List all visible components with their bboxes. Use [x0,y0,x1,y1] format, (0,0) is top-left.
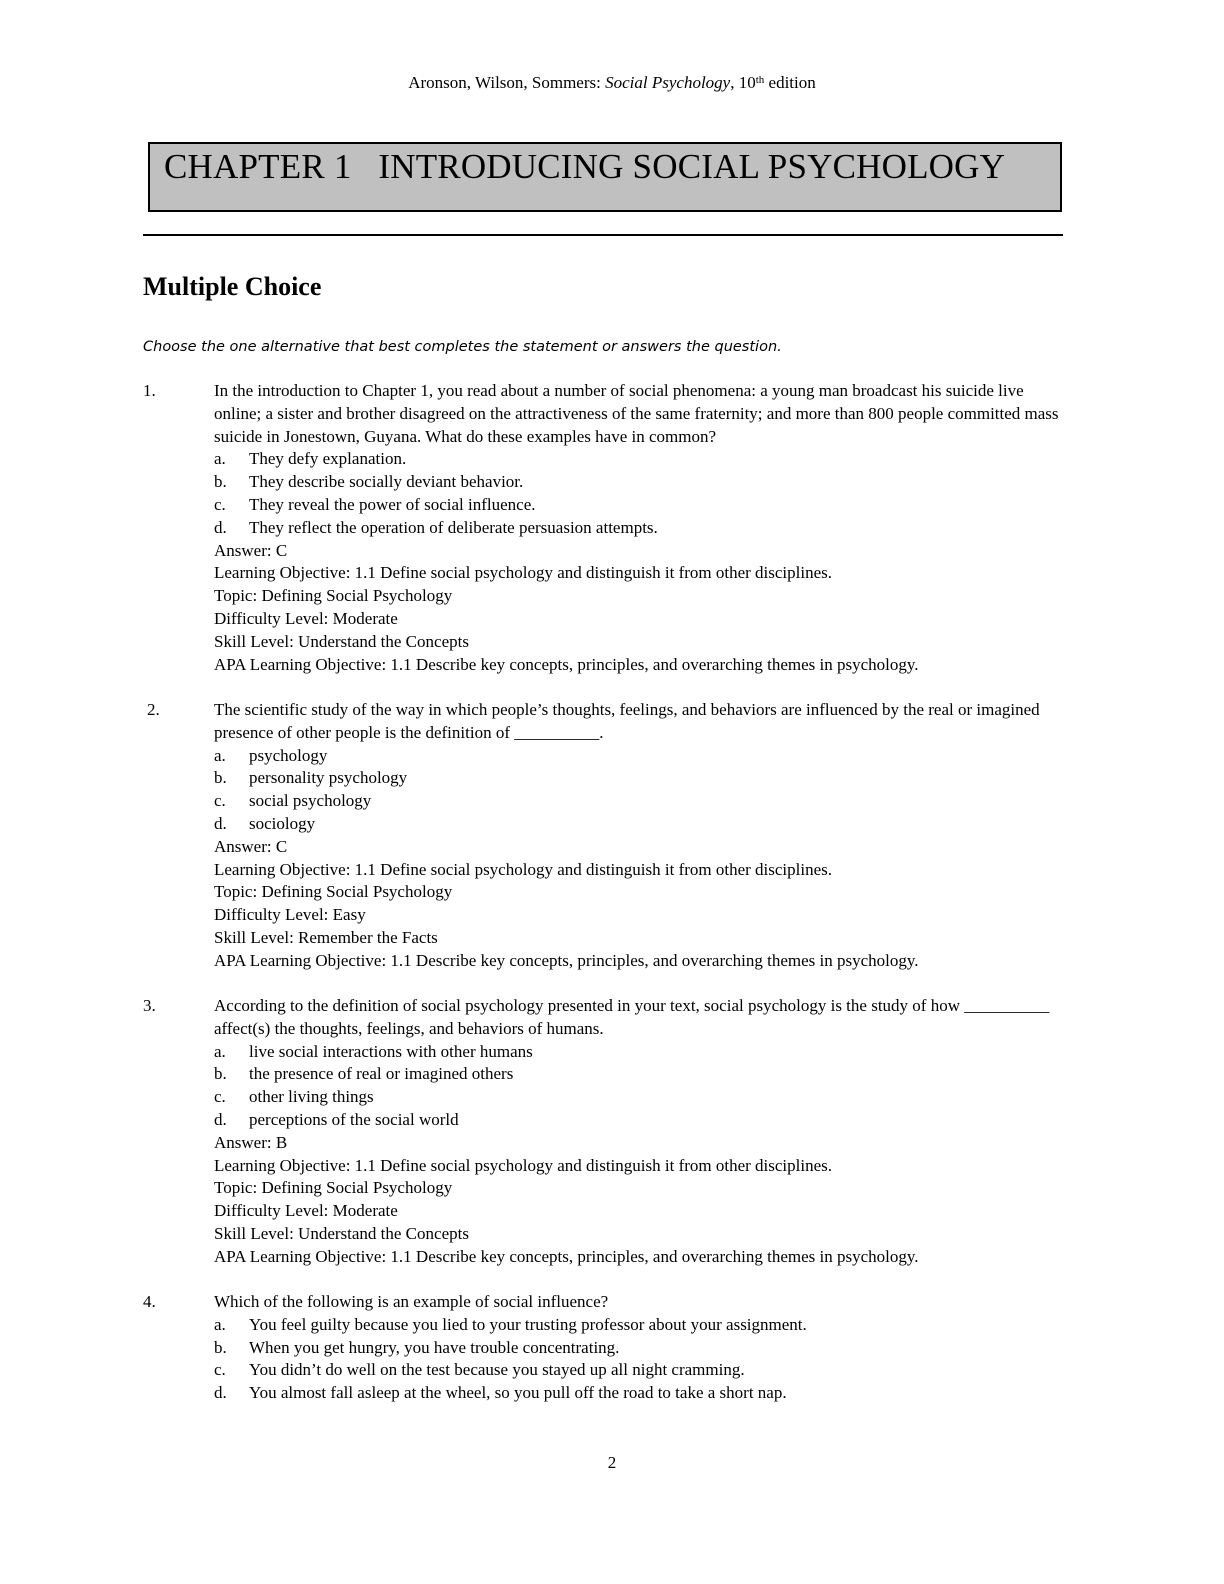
option-a [214,1041,1074,1064]
skill-level: Skill Level: Understand the Concepts [214,631,469,651]
option-d [214,517,1074,540]
option-letter: d. [214,517,227,537]
option-text: psychology [249,745,328,765]
question-body [214,995,1074,1269]
answer: Answer: C [214,540,288,560]
question-body [214,380,1074,676]
learning-objective: Learning Objective: 1.1 Define social psychology and distinguish it from other disciplines. [214,859,833,879]
question-number: 2. [147,700,160,719]
question-stem: According to the definition of social psychology presented in your text, social psychology is the study of how __________ affect(s) the thoughts, feelings, and behaviors of humans. [214,996,1050,1038]
option-c [214,1086,1074,1109]
option-text: You feel guilty because you lied to your trusting professor about your assignment. [249,1314,807,1334]
header-edition-word: edition [764,73,816,92]
option-letter: c. [214,1087,226,1107]
option-text: You almost fall asleep at the wheel, so you pull off the road to take a short nap. [249,1383,787,1403]
option-letter: d. [214,1383,227,1403]
option-letter: b. [214,1064,227,1084]
header-authors: Aronson, Wilson, Sommers: [408,73,606,92]
option-a [214,448,1074,471]
page-number: 2 [607,1453,617,1472]
apa-learning-objective: APA Learning Objective: 1.1 Describe key concepts, principles, and overarching themes in psychology. [214,950,919,970]
learning-objective: Learning Objective: 1.1 Define social psychology and distinguish it from other disciplines. [214,563,833,583]
apa-learning-objective: APA Learning Objective: 1.1 Describe key concepts, principles, and overarching themes in psychology. [214,654,919,674]
option-letter: c. [214,1360,226,1380]
running-header [0,72,1224,94]
header-book-title: Social Psychology [605,73,731,92]
option-b [214,1337,1074,1360]
option-letter: d. [214,1109,227,1129]
question-stem: In the introduction to Chapter 1, you read about a number of social phenomena: a young man broadcast his suicide live online; a sister and brother disagreed on the attractiveness of the same fraternity; and more than 800 people committed mass suicide in Jonestown, Guyana. What do these examples have in common? [214,381,1059,446]
skill-level: Skill Level: Understand the Concepts [214,1223,469,1243]
option-letter: b. [214,768,227,788]
option-letter: a. [214,449,226,469]
apa-learning-objective: APA Learning Objective: 1.1 Describe key concepts, principles, and overarching themes in psychology. [214,1246,919,1266]
option-letter: a. [214,745,226,765]
skill-level: Skill Level: Remember the Facts [214,927,438,947]
topic: Topic: Defining Social Psychology [214,882,453,902]
option-d [214,1109,1074,1132]
option-text: the presence of real or imagined others [249,1064,514,1084]
option-text: They reveal the power of social influence. [249,494,536,514]
option-letter: a. [214,1041,226,1061]
topic: Topic: Defining Social Psychology [214,1178,453,1198]
option-text: other living things [249,1087,374,1107]
option-letter: a. [214,1314,226,1334]
header-edition-number: , 10 [730,73,756,92]
option-text: live social interactions with other humans [249,1041,533,1061]
question-number: 4. [143,1292,156,1311]
option-c [214,494,1074,517]
option-letter: c. [214,791,226,811]
option-text: They defy explanation. [249,449,407,469]
option-c [214,790,1074,813]
option-letter: b. [214,472,227,492]
question-stem: The scientific study of the way in which people’s thoughts, feelings, and behaviors are influenced by the real or imagined presence of other people is the definition of __________. [214,700,1040,742]
option-text: sociology [249,813,316,833]
option-text: When you get hungry, you have trouble concentrating. [249,1337,620,1357]
question-body [214,1291,1074,1405]
difficulty-level: Difficulty Level: Moderate [214,608,398,628]
option-text: social psychology [249,791,372,811]
option-text: You didn’t do well on the test because you stayed up all night cramming. [249,1360,745,1380]
option-text: perceptions of the social world [249,1109,459,1129]
option-a [214,745,1074,768]
option-a [214,1314,1074,1337]
answer: Answer: C [214,836,288,856]
option-d [214,1382,1074,1405]
option-b [214,471,1074,494]
difficulty-level: Difficulty Level: Easy [214,905,366,925]
option-text: personality psychology [249,768,408,788]
question-stem: Which of the following is an example of social influence? [214,1292,609,1311]
instructions: Choose the one alternative that best completes the statement or answers the question. [143,339,782,355]
option-c [214,1359,1074,1382]
option-text: They describe socially deviant behavior. [249,472,524,492]
option-b [214,767,1074,790]
question-number: 3. [143,996,156,1015]
learning-objective: Learning Objective: 1.1 Define social psychology and distinguish it from other disciplines. [214,1155,833,1175]
option-d [214,813,1074,836]
answer: Answer: B [214,1132,288,1152]
option-letter: c. [214,494,226,514]
topic: Topic: Defining Social Psychology [214,586,453,606]
option-text: They reflect the operation of deliberate persuasion attempts. [249,517,658,537]
option-letter: b. [214,1337,227,1357]
question-body [214,699,1074,973]
option-letter: d. [214,813,227,833]
chapter-title: CHAPTER 1 INTRODUCING SOCIAL PSYCHOLOGY [148,142,1062,212]
header-edition-suffix: th [755,74,765,86]
section-title: Multiple Choice [143,272,322,301]
question-number: 1. [143,381,156,400]
difficulty-level: Difficulty Level: Moderate [214,1201,398,1221]
horizontal-rule [143,234,1063,236]
option-b [214,1063,1074,1086]
